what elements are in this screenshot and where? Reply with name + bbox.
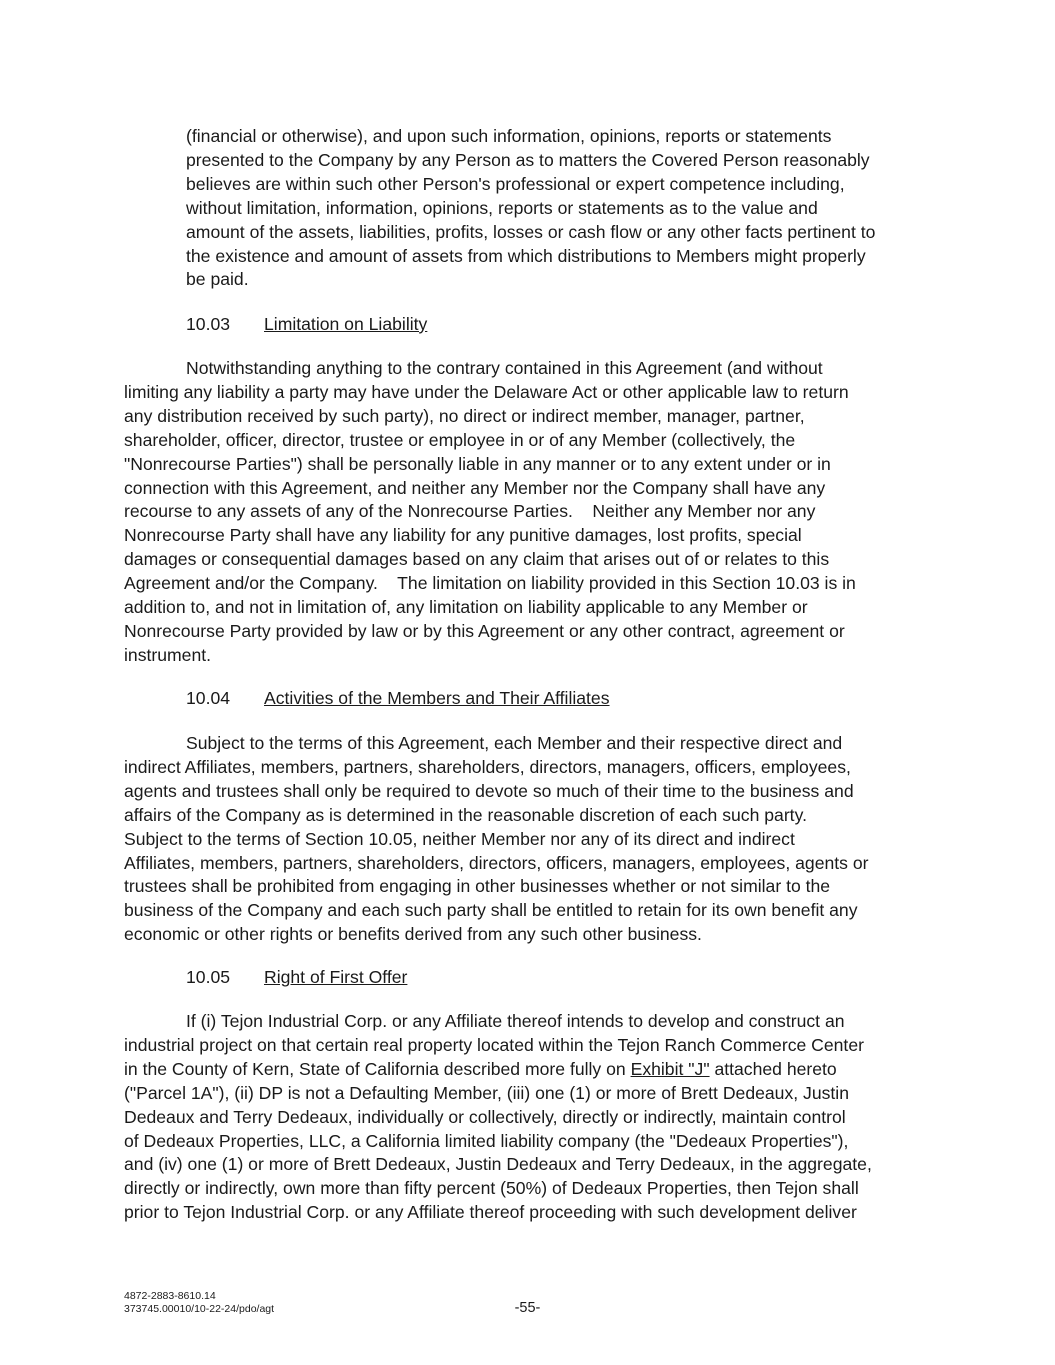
paragraph-line: Notwithstanding anything to the contrary contained in this Agreement (and without — [186, 358, 823, 378]
line-text: in the County of Kern, State of California described more fully on — [124, 1058, 631, 1079]
line-text: attached hereto — [709, 1058, 837, 1079]
paragraph-line — [124, 1058, 872, 1082]
paragraph-line: business of the Company and each such party shall be entitled to retain for its own benefit any — [124, 900, 858, 921]
paragraph-line: ("Parcel 1A"), (ii) DP is not a Defaulting Member, (iii) one (1) or more of Brett Dedeaux, Justin — [124, 1082, 849, 1103]
paragraph-line: economic or other rights or benefits derived from any such other business. — [124, 924, 702, 945]
paragraph-line: Dedeaux and Terry Dedeaux, individually or collectively, directly or indirectly, maintain control — [124, 1106, 846, 1127]
paragraph-line: Nonrecourse Party shall have any liability for any punitive damages, lost profits, special — [124, 525, 802, 546]
section-number: 10.05 — [186, 967, 231, 987]
section-number: 10.03 — [186, 314, 231, 334]
footer-doc-id: 4872-2883-8610.14 — [124, 1290, 216, 1302]
section-body-10-04 — [124, 732, 869, 947]
paragraph-line: any distribution received by such party), no direct or indirect member, manager, partner, — [124, 405, 805, 426]
section-body-10-03 — [124, 357, 856, 668]
paragraph-line: Affiliates, members, partners, shareholders, directors, officers, managers, employees, agents or — [124, 852, 869, 873]
paragraph-line: amount of the assets, liabilities, profits, losses or cash flow or any other facts pertinent to — [186, 221, 876, 242]
paragraph-line: Subject to the terms of Section 10.05, neither Member nor any of its direct and indirect — [124, 828, 795, 849]
intro-paragraph — [186, 125, 875, 292]
paragraph-line: directly or indirectly, own more than fifty percent (50%) of Dedeaux Properties, then Tejon shall — [124, 1178, 859, 1199]
paragraph-line: agents and trustees shall only be required to devote so much of their time to the business and — [124, 780, 854, 801]
section-number: 10.04 — [186, 688, 231, 708]
paragraph-line: and (iv) one (1) or more of Brett Dedeaux, Justin Dedeaux and Terry Dedeaux, in the aggregate, — [124, 1154, 872, 1175]
paragraph-line: Agreement and/or the Company. The limitation on liability provided in this Section 10.03 is in — [124, 573, 856, 594]
paragraph-line: "Nonrecourse Parties") shall be personally liable in any manner or to any extent under or in — [124, 453, 831, 474]
paragraph-line: instrument. — [124, 644, 212, 665]
paragraph-line: shareholder, officer, director, trustee or employee in or of any Member (collectively, the — [124, 429, 796, 450]
paragraph-line: without limitation, information, opinions, reports or statements as to the value and — [186, 197, 818, 218]
paragraph-line: addition to, and not in limitation of, any limitation on liability applicable to any Member or — [124, 597, 808, 618]
exhibit-j-reference: Exhibit "J" — [630, 1058, 710, 1079]
paragraph-line: believes are within such other Person's professional or expert competence including, — [186, 173, 845, 194]
paragraph-line: the existence and amount of assets from which distributions to Members might properly — [186, 245, 866, 266]
paragraph-line: damages or consequential damages based on any claim that arises out of or relates to this — [124, 549, 830, 570]
paragraph-line: Subject to the terms of this Agreement, each Member and their respective direct and — [186, 733, 843, 753]
section-title: Limitation on Liability — [264, 314, 428, 334]
section-title: Activities of the Members and Their Affiliates — [264, 688, 610, 708]
paragraph-line: Nonrecourse Party provided by law or by this Agreement or any other contract, agreement or — [124, 620, 845, 641]
paragraph-line: presented to the Company by any Person as to matters the Covered Person reasonably — [186, 149, 870, 170]
page-number: -55- — [514, 1300, 541, 1316]
footer-matter-id: 373745.00010/10-22-24/pdo/agt — [124, 1302, 275, 1315]
paragraph-line: indirect Affiliates, members, partners, shareholders, directors, managers, officers, employees, — [124, 756, 851, 777]
paragraph-line: (financial or otherwise), and upon such information, opinions, reports or statements — [186, 126, 832, 146]
paragraph-line: affairs of the Company as is determined in the reasonable discretion of each such party. — [124, 804, 807, 825]
paragraph-line: be paid. — [186, 269, 249, 290]
paragraph-line: industrial project on that certain real property located within the Tejon Ranch Commerce Center — [124, 1034, 864, 1055]
section-body-10-05 — [124, 1010, 872, 1225]
paragraph-line: of Dedeaux Properties, LLC, a California limited liability company (the "Dedeaux Properties"), — [124, 1130, 849, 1151]
paragraph-line: prior to Tejon Industrial Corp. or any Affiliate thereof proceeding with such development deliver — [124, 1202, 857, 1223]
paragraph-line: connection with this Agreement, and neither any Member nor the Company shall have any — [124, 477, 826, 498]
paragraph-line: limiting any liability a party may have under the Delaware Act or other applicable law to return — [124, 381, 849, 402]
section-title: Right of First Offer — [264, 967, 408, 987]
paragraph-line: recourse to any assets of any of the Nonrecourse Parties. Neither any Member nor any — [124, 501, 816, 522]
paragraph-line: trustees shall be prohibited from engaging in other businesses whether or not similar to the — [124, 876, 831, 897]
paragraph-line: If (i) Tejon Industrial Corp. or any Affiliate thereof intends to develop and construct an — [186, 1011, 845, 1031]
